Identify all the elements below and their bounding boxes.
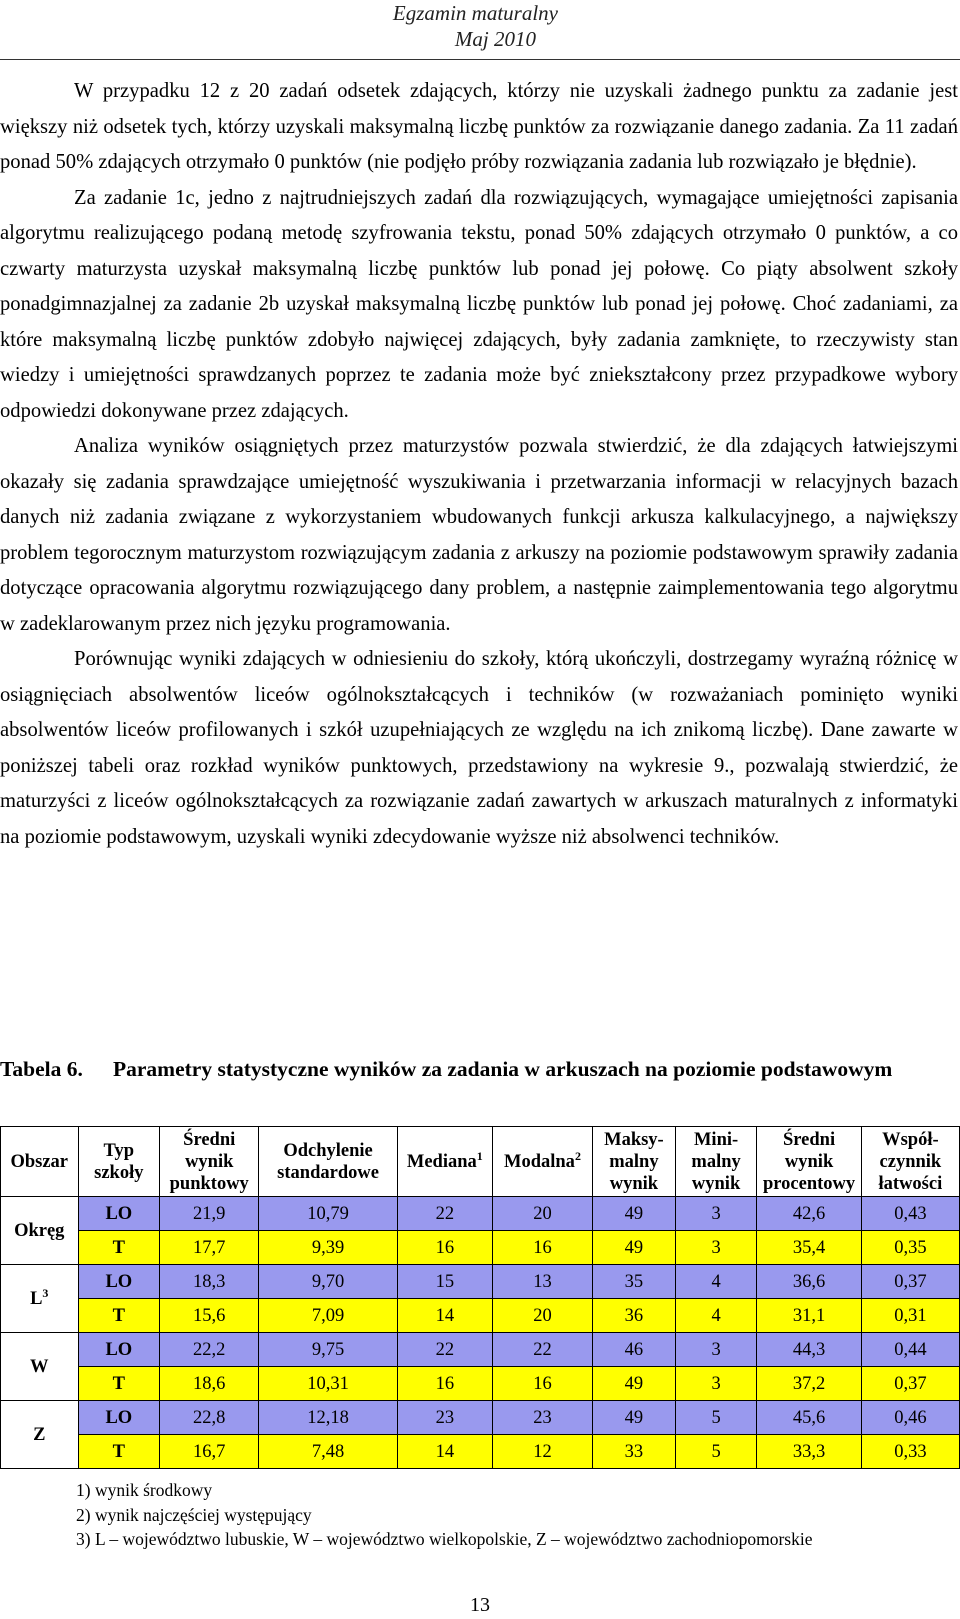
footnote: 1) wynik środkowy xyxy=(76,1480,213,1500)
value-cell-pct: 36,6 xyxy=(757,1265,861,1299)
value-cell-median: 15 xyxy=(397,1265,492,1299)
table-row xyxy=(1,1367,960,1401)
header-minimalny: Mini- malny wynik xyxy=(675,1127,757,1197)
value-cell-mean: 22,2 xyxy=(160,1333,259,1367)
school-type-cell: T xyxy=(78,1231,160,1265)
value-cell-ease: 0,43 xyxy=(861,1197,959,1231)
area-cell: Okręg xyxy=(1,1197,79,1265)
table-caption-text: Parametry statystyczne wyników za zadania w arkuszach na poziomie podstawowym xyxy=(113,1057,893,1081)
table-row xyxy=(1,1231,960,1265)
header-date: Maj 2010 xyxy=(454,27,536,51)
value-cell-ease: 0,35 xyxy=(861,1231,959,1265)
header-odchylenie: Odchylenie standardowe xyxy=(259,1127,397,1197)
header-title: Egzamin maturalny xyxy=(392,1,558,25)
value-cell-median: 16 xyxy=(397,1367,492,1401)
value-cell-min: 3 xyxy=(675,1231,757,1265)
header-sredni-procentowy: Średni wynik procentowy xyxy=(757,1127,861,1197)
value-cell-max: 33 xyxy=(593,1435,676,1469)
value-cell-mode: 22 xyxy=(492,1333,592,1367)
page-number: 13 xyxy=(470,1594,490,1616)
area-cell: $L^3$ xyxy=(1,1265,79,1333)
value-cell-mode: 20 xyxy=(492,1299,592,1333)
value-cell-mode: 13 xyxy=(492,1265,592,1299)
value-cell-median: 22 xyxy=(397,1197,492,1231)
value-cell-min: 5 xyxy=(675,1435,757,1469)
footnote: 3) L – województwo lubuskie, W – województwo wielkopolskie, Z – województwo zachodniopomorskie xyxy=(76,1529,813,1549)
value-cell-pct: 44,3 xyxy=(757,1333,861,1367)
value-cell-mode: 23 xyxy=(492,1401,592,1435)
value-cell-pct: 31,1 xyxy=(757,1299,861,1333)
table-row xyxy=(1,1333,960,1367)
paragraph: Porównując wyniki zdających w odniesieniu do szkoły, którą ukończyli, dostrzegamy wyraźną różnicę w osiągnięciach absolwentów liceów ogólnokształcących i techników (w rozważaniach pominięto wyniki absolwentów liceów profilowanych i szkół uzupełniających ze względu na ich znikomą liczbę). Dane zawarte w poniższej tabeli oraz rozkład wyników punktowych, przedstawiony na wykresie 9., pozwalają stwierdzić, że maturzyści z liceów ogólnokształcących za rozwiązanie zadań zawartych w arkuszach maturalnych z informatyki na poziomie podstawowym, uzyskali wyniki zdecydowanie wyższe niż absolwenci techników. xyxy=(0,648,958,848)
value-cell-mean: 18,3 xyxy=(160,1265,259,1299)
value-cell-sd: 10,31 xyxy=(259,1367,397,1401)
header-divider xyxy=(0,59,960,60)
value-cell-max: 49 xyxy=(593,1231,676,1265)
value-cell-ease: 0,37 xyxy=(861,1367,959,1401)
value-cell-ease: 0,37 xyxy=(861,1265,959,1299)
value-cell-mode: 16 xyxy=(492,1231,592,1265)
value-cell-sd: 9,75 xyxy=(259,1333,397,1367)
school-type-cell: LO xyxy=(78,1401,160,1435)
school-type-cell: LO xyxy=(78,1333,160,1367)
value-cell-sd: 10,79 xyxy=(259,1197,397,1231)
value-cell-ease: 0,44 xyxy=(861,1333,959,1367)
value-cell-median: 14 xyxy=(397,1435,492,1469)
value-cell-pct: 45,6 xyxy=(757,1401,861,1435)
value-cell-median: 23 xyxy=(397,1401,492,1435)
value-cell-median: 22 xyxy=(397,1333,492,1367)
value-cell-mean: 18,6 xyxy=(160,1367,259,1401)
body-text xyxy=(0,74,958,855)
value-cell-median: 14 xyxy=(397,1299,492,1333)
school-type-cell: T xyxy=(78,1367,160,1401)
paragraph: Analiza wyników osiągniętych przez maturzystów pozwala stwierdzić, że dla zdających łatwiejszymi okazały się zadania sprawdzające umiejętność wyszukiwania i przetwarzania informacji w relacyjnych bazach danych niż zadania związane z wykorzystaniem wbudowanych funkcji arkusza kalkulacyjnego, a największy problem tegorocznym maturzystom rozwiązującym zadania z arkuszy na poziomie podstawowym sprawiły zadania dotyczące opracowania algorytmu rozwiązującego dany problem, a następnie zaimplementowania tego algorytmu w zadeklarowanym przez nich języku programowania. xyxy=(0,435,958,635)
paragraph: Za zadanie 1c, jedno z najtrudniejszych zadań dla rozwiązujących, wymagające umiejętności zapisania algorytmu realizującego podaną metodę szyfrowania tekstu, ponad 50% zdających otrzymało 0 punktów, a co czwarty maturzysta uzyskał maksymalną liczbę punktów lub ponad jej połowę. Co piąty absolwent szkoły ponadgimnazjalnej za zadanie 2b uzyskał maksymalną liczbę punktów lub ponad jej połowę. Choć zadaniami, za które maksymalną liczbę punktów zdobyło najwięcej zdających, były zadania zamknięte, to rzeczywisty stan wiedzy i umiejętności sprawdzanych poprzez te zadania może być zniekształcony przez przypadkowe wybory odpowiedzi dokonywane przez zdających. xyxy=(0,186,958,422)
header-sredni-wynik: Średni wynik punktowy xyxy=(160,1127,259,1197)
header-wspolczynnik: Współ- czynnik łatwości xyxy=(861,1127,959,1197)
paragraph: W przypadku 12 z 20 zadań odsetek zdających, którzy nie uzyskali żadnego punktu za zadanie jest większy niż odsetek tych, którzy uzyskali maksymalną liczbę punktów za rozwiązanie danego zadania. Za 11 zadań ponad 50% zdających otrzymało 0 punktów (nie podjęło próby rozwiązania zadania lub rozwiązało je błędnie). xyxy=(0,80,958,173)
header-typ-szkoly: Typ szkoły xyxy=(78,1127,160,1197)
value-cell-pct: 42,6 xyxy=(757,1197,861,1231)
value-cell-min: 3 xyxy=(675,1333,757,1367)
header-obszar: Obszar xyxy=(1,1127,79,1197)
value-cell-mean: 21,9 xyxy=(160,1197,259,1231)
footnote: 2) wynik najczęściej występujący xyxy=(76,1504,312,1525)
page-header xyxy=(0,0,960,60)
value-cell-min: 5 xyxy=(675,1401,757,1435)
value-cell-ease: 0,31 xyxy=(861,1299,959,1333)
value-cell-mean: 22,8 xyxy=(160,1401,259,1435)
value-cell-mode: 12 xyxy=(492,1435,592,1469)
value-cell-pct: 35,4 xyxy=(757,1231,861,1265)
area-cell: W xyxy=(1,1333,79,1401)
value-cell-mean: 16,7 xyxy=(160,1435,259,1469)
header-mediana: Mediana$^1$ xyxy=(397,1127,492,1197)
value-cell-max: 49 xyxy=(593,1367,676,1401)
value-cell-ease: 0,33 xyxy=(861,1435,959,1469)
table-caption-label: Tabela 6. xyxy=(0,1057,83,1081)
value-cell-sd: 7,48 xyxy=(259,1435,397,1469)
header-maksymalny: Maksy- malny wynik xyxy=(593,1127,676,1197)
table-header-row xyxy=(1,1127,960,1197)
school-type-cell: T xyxy=(78,1299,160,1333)
value-cell-mode: 20 xyxy=(492,1197,592,1231)
value-cell-mean: 17,7 xyxy=(160,1231,259,1265)
table-row xyxy=(1,1265,960,1299)
table-row xyxy=(1,1435,960,1469)
value-cell-max: 49 xyxy=(593,1401,676,1435)
school-type-cell: T xyxy=(78,1435,160,1469)
area-cell: Z xyxy=(1,1401,79,1469)
value-cell-median: 16 xyxy=(397,1231,492,1265)
school-type-cell: LO xyxy=(78,1265,160,1299)
value-cell-sd: 9,39 xyxy=(259,1231,397,1265)
footnotes xyxy=(76,1478,813,1552)
table-row xyxy=(1,1197,960,1231)
value-cell-sd: 7,09 xyxy=(259,1299,397,1333)
school-type-cell: LO xyxy=(78,1197,160,1231)
table-row xyxy=(1,1299,960,1333)
value-cell-min: 4 xyxy=(675,1265,757,1299)
value-cell-min: 3 xyxy=(675,1197,757,1231)
value-cell-sd: 12,18 xyxy=(259,1401,397,1435)
value-cell-min: 3 xyxy=(675,1367,757,1401)
header-modalna: Modalna$^2$ xyxy=(492,1127,592,1197)
value-cell-max: 46 xyxy=(593,1333,676,1367)
value-cell-mean: 15,6 xyxy=(160,1299,259,1333)
value-cell-min: 4 xyxy=(675,1299,757,1333)
table-row xyxy=(1,1401,960,1435)
value-cell-mode: 16 xyxy=(492,1367,592,1401)
value-cell-max: 36 xyxy=(593,1299,676,1333)
value-cell-max: 35 xyxy=(593,1265,676,1299)
value-cell-sd: 9,70 xyxy=(259,1265,397,1299)
value-cell-pct: 33,3 xyxy=(757,1435,861,1469)
value-cell-max: 49 xyxy=(593,1197,676,1231)
value-cell-pct: 37,2 xyxy=(757,1367,861,1401)
statistics-table xyxy=(0,1126,960,1469)
value-cell-ease: 0,46 xyxy=(861,1401,959,1435)
